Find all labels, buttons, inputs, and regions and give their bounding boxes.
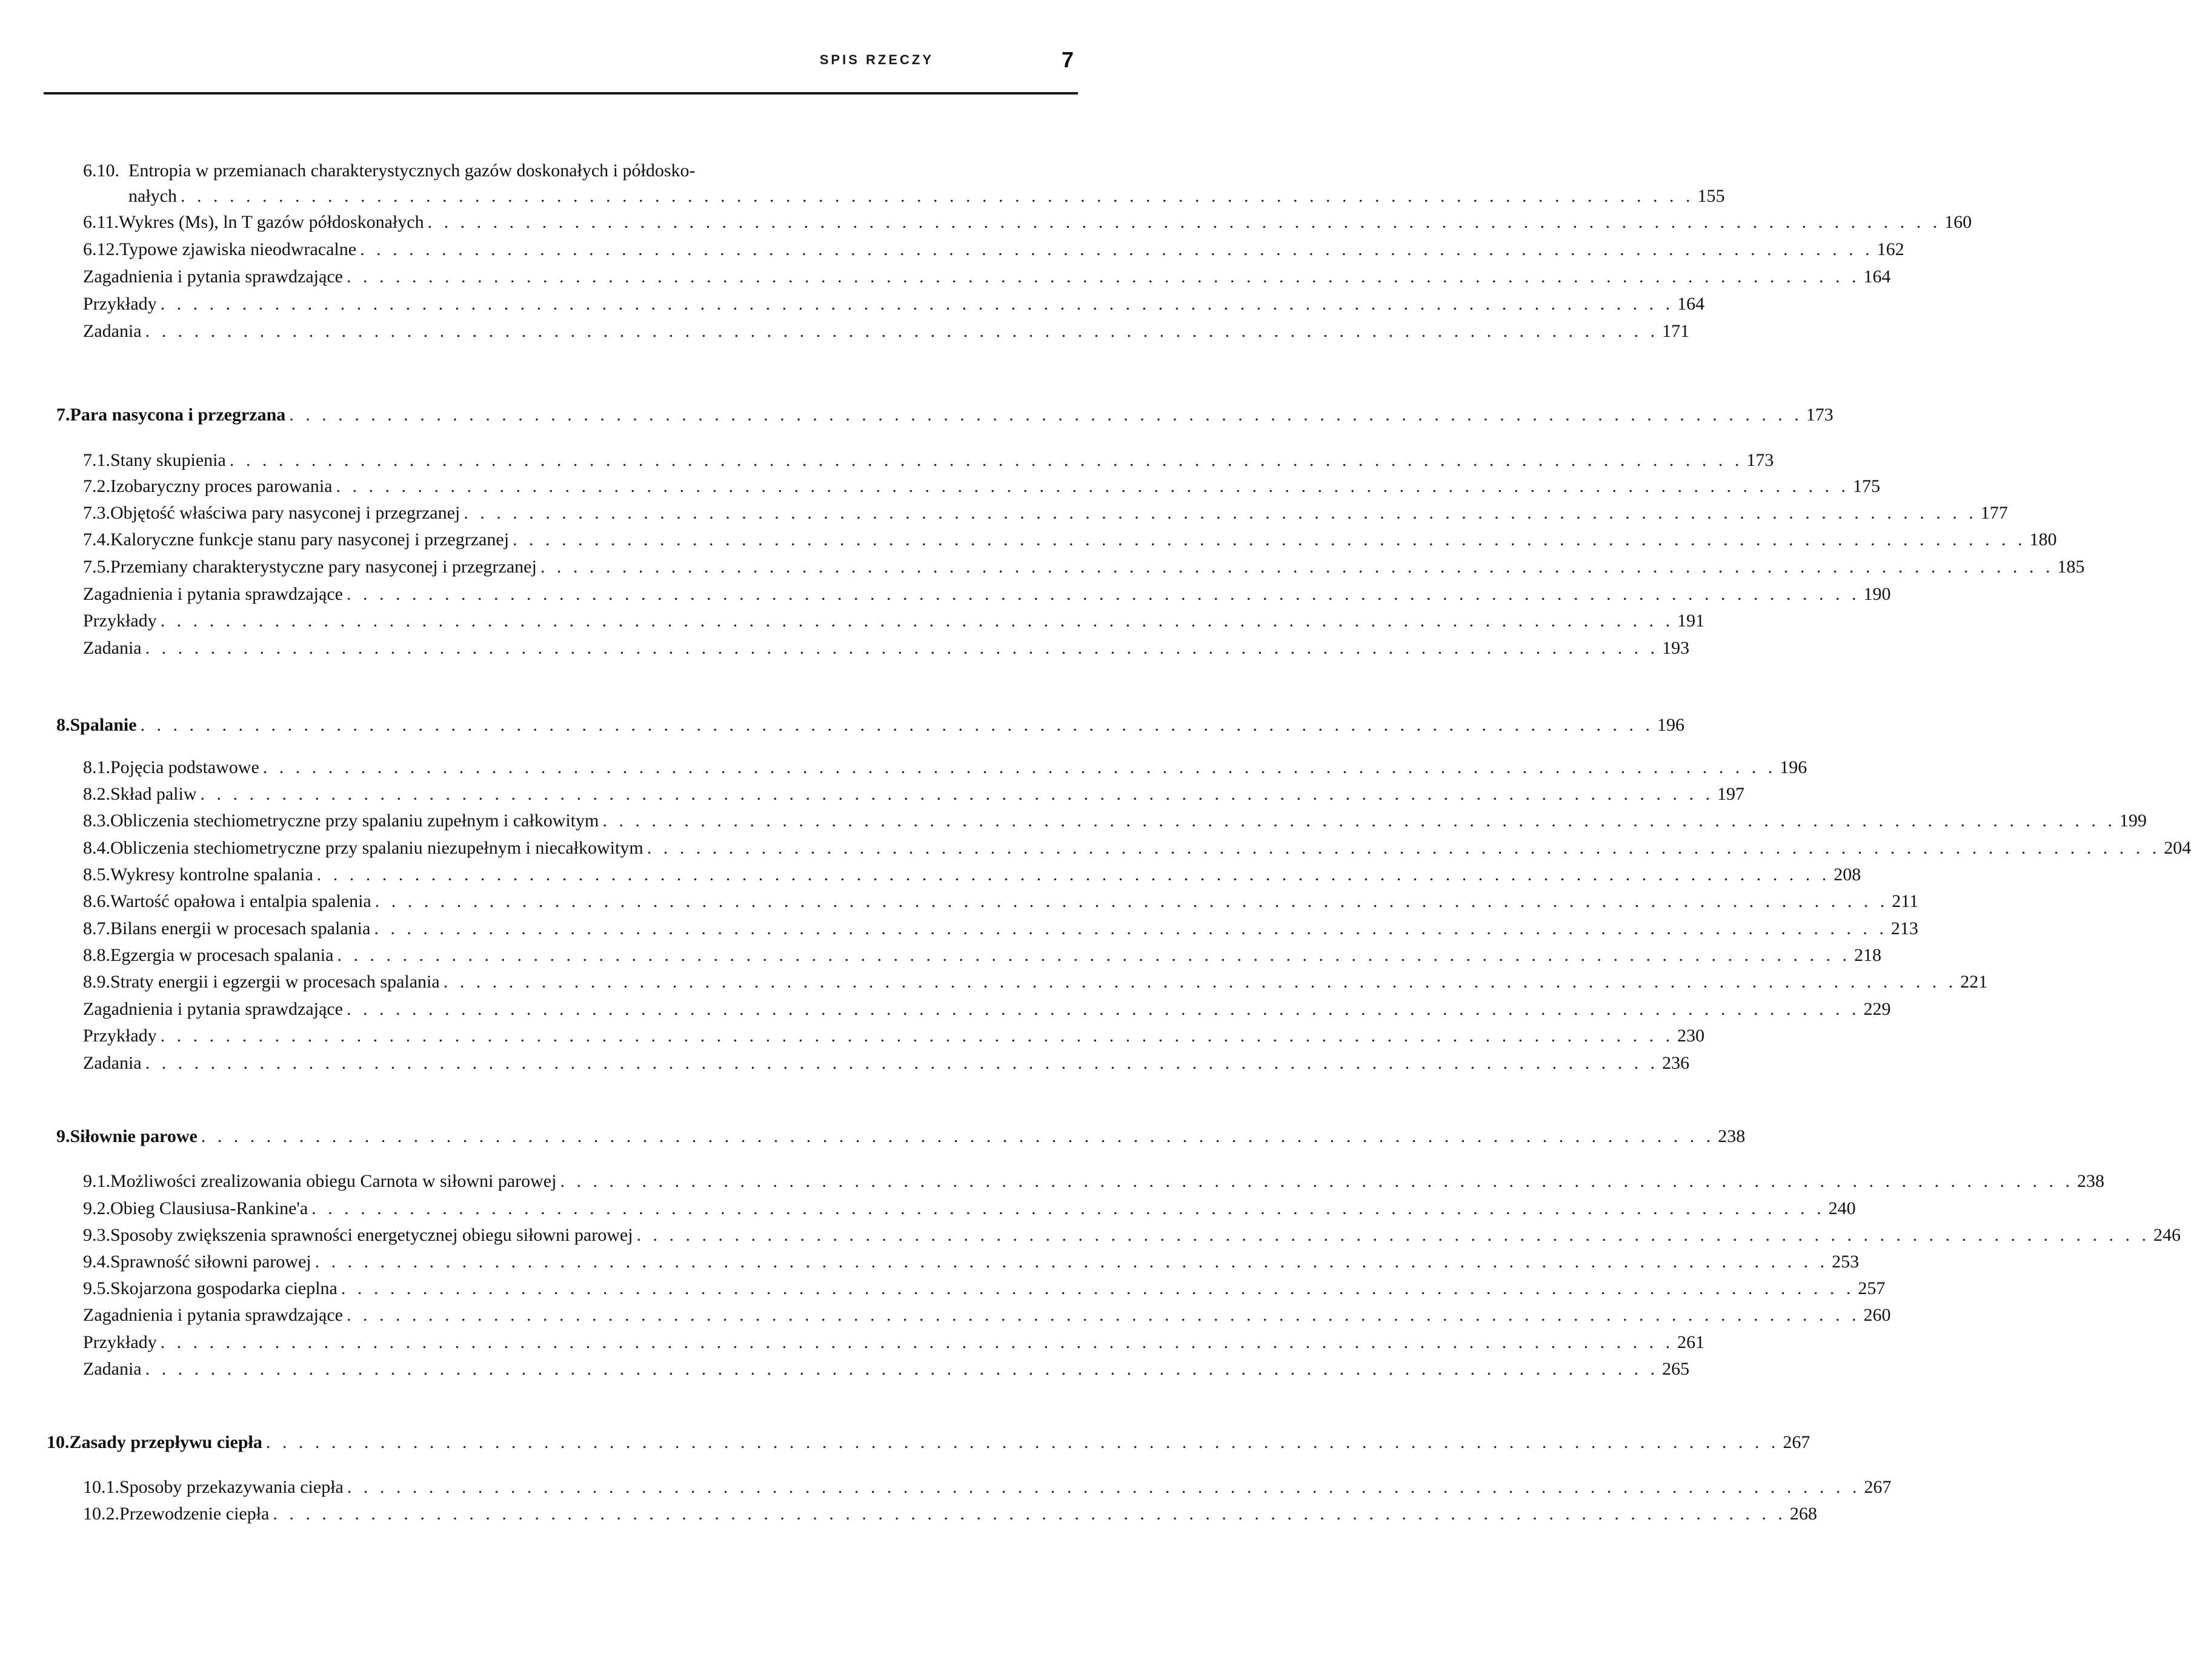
- dot-leader: . . . . . . . . . . . . . . . . . . . . . . . . . . . . . . . . . . . . . . . . . . . . . . . . . . . . . . . . . . . . . . . . . . . . . . . . . . . . . . . . . . . . . . . . . . . . .: [145, 321, 1659, 341]
- toc-entry-number: 8.9.: [83, 972, 110, 992]
- toc-entry-page: 267: [1864, 1477, 1892, 1497]
- dot-leader: . . . . . . . . . . . . . . . . . . . . . . . . . . . . . . . . . . . . . . . . . . . . . . . . . . . . . . . . . . . . . . . . . . . . . . . . . . . . . . . . . . . . . . . . . . . . .: [513, 530, 2026, 549]
- toc-entry-number: 7.1.: [83, 450, 110, 470]
- toc-entry-8-3: [83, 809, 2147, 833]
- dot-leader: . . . . . . . . . . . . . . . . . . . . . . . . . . . . . . . . . . . . . . . . . . . . . . . . . . . . . . . . . . . . . . . . . . . . . . . . . . . . . . . . . . . . . . . . . . . . .: [346, 267, 1860, 287]
- toc-entry-title: Entropia w przemianach charakterystycznych gazów doskonałych i półdosko-: [128, 161, 696, 181]
- toc-entry-page: 218: [1854, 945, 1881, 965]
- toc-entry-7-examples: [83, 609, 1705, 633]
- toc-entry-page: 221: [1960, 972, 1988, 992]
- toc-chapter-title: Para nasycona i przegrzana: [70, 405, 286, 425]
- toc-entry-page: 197: [1717, 784, 1744, 804]
- toc-entry-title: Przykłady: [83, 1332, 157, 1352]
- toc-entry-9-1: [83, 1169, 2104, 1194]
- toc-entry-page: 268: [1789, 1504, 1817, 1524]
- dot-leader: . . . . . . . . . . . . . . . . . . . . . . . . . . . . . . . . . . . . . . . . . . . . . . . . . . . . . . . . . . . . . . . . . . . . . . . . . . . . . . . . . . . . . . . . . . . . .: [346, 1305, 1860, 1325]
- dot-leader: . . . . . . . . . . . . . . . . . . . . . . . . . . . . . . . . . . . . . . . . . . . . . . . . . . . . . . . . . . . . . . . . . . . . . . . . . . . . . . . . . . . . . . . . . . . . .: [160, 1026, 1674, 1046]
- dot-leader: . . . . . . . . . . . . . . . . . . . . . . . . . . . . . . . . . . . . . . . . . . . . . . . . . . . . . . . . . . . . . . . . . . . . . . . . . . . . . . . . . . . . . . . . . . . . .: [374, 918, 1887, 938]
- dot-leader: . . . . . . . . . . . . . . . . . . . . . . . . . . . . . . . . . . . . . . . . . . . . . . . . . . . . . . . . . . . . . . . . . . . . . . . . . . . . . . . . . . . . . . . . . . . . .: [360, 239, 1873, 259]
- toc-entry-10-2: [83, 1502, 1817, 1526]
- toc-entry-6-exercises: [83, 319, 1690, 344]
- toc-entry-page: 164: [1863, 267, 1891, 287]
- toc-entry-number: 8.2.: [83, 784, 110, 804]
- toc-entry-page: 236: [1662, 1053, 1690, 1073]
- dot-leader: . . . . . . . . . . . . . . . . . . . . . . . . . . . . . . . . . . . . . . . . . . . . . . . . . . . . . . . . . . . . . . . . . . . . . . . . . . . . . . . . . . . . . . . . . . . . .: [341, 1278, 1855, 1298]
- toc-chapter-title: Siłownie parowe: [70, 1126, 198, 1146]
- toc-entry-number: 10.2.: [83, 1504, 119, 1524]
- toc-chapter-number: 9.: [56, 1126, 70, 1146]
- dot-leader: . . . . . . . . . . . . . . . . . . . . . . . . . . . . . . . . . . . . . . . . . . . . . . . . . . . . . . . . . . . . . . . . . . . . . . . . . . . . . . . . . . . . . . . . . . . . .: [636, 1225, 2150, 1245]
- dot-leader: . . . . . . . . . . . . . . . . . . . . . . . . . . . . . . . . . . . . . . . . . . . . . . . . . . . . . . . . . . . . . . . . . . . . . . . . . . . . . . . . . . . . . . . . . . . . .: [647, 838, 2161, 858]
- toc-entry-9-2: [83, 1197, 1856, 1221]
- toc-entry-6-10-line1: [83, 159, 849, 183]
- toc-entry-title: Zadania: [83, 321, 142, 341]
- toc-entry-page: 211: [1892, 891, 1919, 911]
- toc-entry-number: 8.1.: [83, 757, 110, 777]
- dot-leader: . . . . . . . . . . . . . . . . . . . . . . . . . . . . . . . . . . . . . . . . . . . . . . . . . . . . . . . . . . . . . . . . . . . . . . . . . . . . . . . . . . . . . . . . . . . . .: [374, 891, 1889, 911]
- dot-leader: . . . . . . . . . . . . . . . . . . . . . . . . . . . . . . . . . . . . . . . . . . . . . . . . . . . . . . . . . . . . . . . . . . . . . . . . . . . . . . . . . . . . . . . . . . . . .: [201, 1126, 1715, 1146]
- toc-entry-title: Straty energii i egzergii w procesach spalania: [110, 972, 440, 992]
- toc-entry-9-examples: [83, 1330, 1705, 1355]
- dot-leader: . . . . . . . . . . . . . . . . . . . . . . . . . . . . . . . . . . . . . . . . . . . . . . . . . . . . . . . . . . . . . . . . . . . . . . . . . . . . . . . . . . . . . . . . . . . . .: [443, 972, 1957, 992]
- toc-entry-page: 173: [1746, 450, 1774, 470]
- toc-entry-title: Przykłady: [83, 294, 157, 314]
- toc-entry-page: 229: [1863, 999, 1891, 1019]
- toc-entry-page: 191: [1677, 611, 1705, 631]
- toc-entry-title: Skojarzona gospodarka cieplna: [110, 1278, 337, 1298]
- toc-entry-page: 257: [1858, 1278, 1886, 1298]
- toc-entry-title: Przewodzenie ciepła: [119, 1504, 270, 1524]
- toc-entry-page: 185: [2057, 557, 2085, 577]
- toc-entry-6-10-line2: [128, 184, 1725, 208]
- dot-leader: . . . . . . . . . . . . . . . . . . . . . . . . . . . . . . . . . . . . . . . . . . . . . . . . . . . . . . . . . . . . . . . . . . . . . . . . . . . . . . . . . . . . . . . . . . . . .: [346, 584, 1860, 604]
- toc-entry-page: 204: [2164, 838, 2191, 858]
- page-number: 7: [1061, 47, 1074, 72]
- toc-entry-number: 7.3.: [83, 503, 110, 523]
- toc-entry-title: Skład paliw: [110, 784, 197, 804]
- toc-entry-title: Możliwości zrealizowania obiegu Carnota w siłowni parowej: [110, 1171, 557, 1191]
- dot-leader: . . . . . . . . . . . . . . . . . . . . . . . . . . . . . . . . . . . . . . . . . . . . . . . . . . . . . . . . . . . . . . . . . . . . . . . . . . . . . . . . . . . . . . . . . . . . .: [289, 405, 1803, 425]
- toc-chapter-number: 8.: [56, 715, 70, 735]
- toc-entry-title: Zadania: [83, 1053, 142, 1073]
- toc-entry-8-9: [83, 970, 1988, 994]
- toc-entry-page: 160: [1944, 212, 1972, 232]
- toc-entry-9-3: [83, 1223, 2181, 1247]
- toc-entry-title: Wykresy kontrolne spalania: [110, 865, 313, 885]
- toc-entry-title: Zadania: [83, 638, 142, 658]
- toc-entry-number: 8.4.: [83, 838, 110, 858]
- toc-entry-title: Obliczenia stechiometryczne przy spalaniu niezupełnym i niecałkowitym: [110, 838, 643, 858]
- dot-leader: . . . . . . . . . . . . . . . . . . . . . . . . . . . . . . . . . . . . . . . . . . . . . . . . . . . . . . . . . . . . . . . . . . . . . . . . . . . . . . . . . . . . . . . . . . . . .: [337, 945, 1850, 965]
- toc-entry-8-6: [83, 889, 1919, 914]
- dot-leader: . . . . . . . . . . . . . . . . . . . . . . . . . . . . . . . . . . . . . . . . . . . . . . . . . . . . . . . . . . . . . . . . . . . . . . . . . . . . . . . . . . . . . . . . . . . . .: [346, 999, 1860, 1019]
- toc-chapter-page: 196: [1657, 715, 1685, 735]
- dot-leader: . . . . . . . . . . . . . . . . . . . . . . . . . . . . . . . . . . . . . . . . . . . . . . . . . . . . . . . . . . . . . . . . . . . . . . . . . . . . . . . . . . . . . . . . . . . . .: [560, 1171, 2073, 1191]
- toc-entry-number: 7.5.: [83, 557, 110, 577]
- toc-chapter-9: [56, 1124, 1746, 1149]
- toc-entry-page: 213: [1890, 918, 1918, 938]
- toc-entry-title: Kaloryczne funkcje stanu pary nasyconej i przegrzanej: [110, 530, 510, 549]
- toc-entry-number: 8.8.: [83, 945, 110, 965]
- toc-entry-7-4: [83, 528, 2057, 552]
- toc-entry-6-11: [83, 210, 1972, 234]
- dot-leader: . . . . . . . . . . . . . . . . . . . . . . . . . . . . . . . . . . . . . . . . . . . . . . . . . . . . . . . . . . . . . . . . . . . . . . . . . . . . . . . . . . . . . . . . . . . . .: [140, 715, 1654, 735]
- toc-entry-7-questions: [83, 582, 1891, 606]
- toc-entry-7-5: [83, 555, 2085, 579]
- toc-entry-page: 175: [1852, 476, 1880, 496]
- dot-leader: . . . . . . . . . . . . . . . . . . . . . . . . . . . . . . . . . . . . . . . . . . . . . . . . . . . . . . . . . . . . . . . . . . . . . . . . . . . . . . . . . . . . . . . . . . . . .: [464, 503, 1977, 523]
- toc-entry-title: Pojęcia podstawowe: [110, 757, 259, 777]
- toc-entry-page: 193: [1662, 638, 1690, 658]
- toc-entry-title: Sposoby zwiększenia sprawności energetycznej obiegu siłowni parowej: [110, 1225, 633, 1245]
- toc-entry-title: Sposoby przekazywania ciepła: [119, 1477, 344, 1497]
- toc-entry-number: 7.4.: [83, 530, 110, 549]
- toc-entry-title: nałych: [128, 186, 177, 206]
- toc-chapter-page: 173: [1806, 405, 1834, 425]
- toc-entry-number: 8.6.: [83, 891, 110, 911]
- dot-leader: . . . . . . . . . . . . . . . . . . . . . . . . . . . . . . . . . . . . . . . . . . . . . . . . . . . . . . . . . . . . . . . . . . . . . . . . . . . . . . . . . . . . . . . . . . . . .: [145, 1359, 1659, 1379]
- toc-entry-number: 9.2.: [83, 1198, 110, 1218]
- toc-chapter-title: Spalanie: [70, 715, 137, 735]
- dot-leader: . . . . . . . . . . . . . . . . . . . . . . . . . . . . . . . . . . . . . . . . . . . . . . . . . . . . . . . . . . . . . . . . . . . . . . . . . . . . . . . . . . . . . . . . . . . . .: [347, 1477, 1861, 1497]
- toc-entry-title: Zagadnienia i pytania sprawdzające: [83, 1305, 343, 1325]
- toc-entry-9-exercises: [83, 1357, 1690, 1381]
- toc-entry-8-questions: [83, 997, 1891, 1021]
- toc-entry-title: Bilans energii w procesach spalania: [110, 918, 371, 938]
- toc-entry-title: Przykłady: [83, 1026, 157, 1046]
- toc-entry-number: 8.7.: [83, 918, 110, 938]
- toc-entry-page: 180: [2029, 530, 2057, 549]
- toc-entry-title: Przykłady: [83, 611, 157, 631]
- toc-entry-10-1: [83, 1475, 1892, 1499]
- toc-entry-8-2: [83, 782, 1744, 806]
- toc-entry-page: 230: [1677, 1026, 1705, 1046]
- toc-entry-title: Zadania: [83, 1359, 142, 1379]
- toc-entry-number: 9.3.: [83, 1225, 110, 1245]
- toc-entry-page: 162: [1877, 239, 1904, 259]
- toc-entry-8-8: [83, 943, 1881, 968]
- toc-entry-page: 155: [1697, 186, 1725, 206]
- dot-leader: . . . . . . . . . . . . . . . . . . . . . . . . . . . . . . . . . . . . . . . . . . . . . . . . . . . . . . . . . . . . . . . . . . . . . . . . . . . . . . . . . . . . . . . . . . . . .: [265, 1432, 1780, 1452]
- toc-entry-title: Sprawność siłowni parowej: [110, 1252, 311, 1272]
- toc-entry-title: Objętość właściwa pary nasyconej i przegrzanej: [110, 503, 460, 523]
- toc-entry-page: 208: [1834, 865, 1861, 885]
- toc-entry-number: 9.1.: [83, 1171, 110, 1191]
- toc-entry-number: 6.10.: [83, 161, 119, 181]
- toc-entry-7-exercises: [83, 636, 1690, 660]
- toc-entry-page: 240: [1828, 1198, 1856, 1218]
- toc-chapter-number: 10.: [47, 1432, 70, 1452]
- toc-entry-page: 177: [1980, 503, 2008, 523]
- toc-chapter-title: Zasady przepływu ciepła: [69, 1432, 262, 1452]
- toc-chapter-page: 238: [1718, 1126, 1746, 1146]
- toc-entry-9-questions: [83, 1303, 1891, 1327]
- toc-entry-page: 199: [2119, 811, 2147, 831]
- toc-chapter-10: [47, 1430, 1810, 1455]
- toc-entry-7-3: [83, 501, 2008, 525]
- dot-leader: . . . . . . . . . . . . . . . . . . . . . . . . . . . . . . . . . . . . . . . . . . . . . . . . . . . . . . . . . . . . . . . . . . . . . . . . . . . . . . . . . . . . . . . . . . . . .: [160, 294, 1674, 314]
- toc-entry-title: Zagadnienia i pytania sprawdzające: [83, 999, 343, 1019]
- toc-entry-8-5: [83, 863, 1861, 887]
- toc-entry-6-12: [83, 237, 1904, 262]
- toc-entry-title: Wartość opałowa i entalpia spalenia: [110, 891, 371, 911]
- toc-entry-page: 171: [1662, 321, 1690, 341]
- toc-entry-title: Obliczenia stechiometryczne przy spalaniu zupełnym i całkowitym: [110, 811, 599, 831]
- dot-leader: . . . . . . . . . . . . . . . . . . . . . . . . . . . . . . . . . . . . . . . . . . . . . . . . . . . . . . . . . . . . . . . . . . . . . . . . . . . . . . . . . . . . . . . . . . . . .: [160, 1332, 1674, 1352]
- toc-entry-9-4: [83, 1250, 1860, 1274]
- toc-entry-page: 246: [2153, 1225, 2181, 1245]
- toc-entry-page: 190: [1863, 584, 1891, 604]
- toc-entry-8-1: [83, 755, 1807, 780]
- dot-leader: . . . . . . . . . . . . . . . . . . . . . . . . . . . . . . . . . . . . . . . . . . . . . . . . . . . . . . . . . . . . . . . . . . . . . . . . . . . . . . . . . . . . . . . . . . . . .: [273, 1504, 1786, 1524]
- dot-leader: . . . . . . . . . . . . . . . . . . . . . . . . . . . . . . . . . . . . . . . . . . . . . . . . . . . . . . . . . . . . . . . . . . . . . . . . . . . . . . . . . . . . . . . . . . . . .: [540, 557, 2054, 577]
- dot-leader: . . . . . . . . . . . . . . . . . . . . . . . . . . . . . . . . . . . . . . . . . . . . . . . . . . . . . . . . . . . . . . . . . . . . . . . . . . . . . . . . . . . . . . . . . . . . .: [180, 186, 1694, 206]
- dot-leader: . . . . . . . . . . . . . . . . . . . . . . . . . . . . . . . . . . . . . . . . . . . . . . . . . . . . . . . . . . . . . . . . . . . . . . . . . . . . . . . . . . . . . . . . . . . . .: [262, 757, 1777, 777]
- dot-leader: . . . . . . . . . . . . . . . . . . . . . . . . . . . . . . . . . . . . . . . . . . . . . . . . . . . . . . . . . . . . . . . . . . . . . . . . . . . . . . . . . . . . . . . . . . . . .: [602, 811, 2116, 831]
- dot-leader: . . . . . . . . . . . . . . . . . . . . . . . . . . . . . . . . . . . . . . . . . . . . . . . . . . . . . . . . . . . . . . . . . . . . . . . . . . . . . . . . . . . . . . . . . . . . .: [145, 638, 1659, 658]
- toc-chapter-7: [56, 403, 1834, 427]
- toc-entry-number: 9.5.: [83, 1278, 110, 1298]
- dot-leader: . . . . . . . . . . . . . . . . . . . . . . . . . . . . . . . . . . . . . . . . . . . . . . . . . . . . . . . . . . . . . . . . . . . . . . . . . . . . . . . . . . . . . . . . . . . . .: [316, 865, 1830, 885]
- dot-leader: . . . . . . . . . . . . . . . . . . . . . . . . . . . . . . . . . . . . . . . . . . . . . . . . . . . . . . . . . . . . . . . . . . . . . . . . . . . . . . . . . . . . . . . . . . . . .: [145, 1053, 1659, 1073]
- toc-entry-7-2: [83, 474, 1880, 499]
- dot-leader: . . . . . . . . . . . . . . . . . . . . . . . . . . . . . . . . . . . . . . . . . . . . . . . . . . . . . . . . . . . . . . . . . . . . . . . . . . . . . . . . . . . . . . . . . . . . .: [311, 1198, 1825, 1218]
- toc-entry-page: 164: [1677, 294, 1705, 314]
- toc-entry-title: Typowe zjawiska nieodwracalne: [119, 239, 357, 259]
- toc-entry-title: Izobaryczny proces parowania: [110, 476, 333, 496]
- running-head: SPIS RZECZY: [819, 52, 934, 67]
- dot-leader: . . . . . . . . . . . . . . . . . . . . . . . . . . . . . . . . . . . . . . . . . . . . . . . . . . . . . . . . . . . . . . . . . . . . . . . . . . . . . . . . . . . . . . . . . . . . .: [314, 1252, 1829, 1272]
- toc-entry-title: Zagadnienia i pytania sprawdzające: [83, 267, 343, 287]
- toc-entry-title: Obieg Clausiusa-Rankine'a: [110, 1198, 308, 1218]
- dot-leader: . . . . . . . . . . . . . . . . . . . . . . . . . . . . . . . . . . . . . . . . . . . . . . . . . . . . . . . . . . . . . . . . . . . . . . . . . . . . . . . . . . . . . . . . . . . . .: [336, 476, 1849, 496]
- dot-leader: . . . . . . . . . . . . . . . . . . . . . . . . . . . . . . . . . . . . . . . . . . . . . . . . . . . . . . . . . . . . . . . . . . . . . . . . . . . . . . . . . . . . . . . . . . . . .: [200, 784, 1714, 804]
- toc-entry-page: 261: [1677, 1332, 1705, 1352]
- toc-entry-8-examples: [83, 1024, 1705, 1048]
- toc-entry-page: 253: [1832, 1252, 1860, 1272]
- toc-chapter-number: 7.: [56, 405, 70, 425]
- toc-entry-8-exercises: [83, 1051, 1690, 1075]
- toc-chapter-page: 267: [1783, 1432, 1810, 1452]
- toc-entry-number: 7.2.: [83, 476, 110, 496]
- toc-entry-number: 8.3.: [83, 811, 110, 831]
- toc-entry-title: Egzergia w procesach spalania: [110, 945, 334, 965]
- toc-entry-7-1: [83, 448, 1774, 473]
- toc-entry-title: Zagadnienia i pytania sprawdzające: [83, 584, 343, 604]
- toc-entry-6-examples: [83, 292, 1705, 316]
- toc-entry-number: 8.5.: [83, 865, 110, 885]
- toc-entry-page: 265: [1662, 1359, 1690, 1379]
- dot-leader: . . . . . . . . . . . . . . . . . . . . . . . . . . . . . . . . . . . . . . . . . . . . . . . . . . . . . . . . . . . . . . . . . . . . . . . . . . . . . . . . . . . . . . . . . . . . .: [160, 611, 1674, 631]
- toc-entry-number: 6.12.: [83, 239, 119, 259]
- dot-leader: . . . . . . . . . . . . . . . . . . . . . . . . . . . . . . . . . . . . . . . . . . . . . . . . . . . . . . . . . . . . . . . . . . . . . . . . . . . . . . . . . . . . . . . . . . . . .: [229, 450, 1743, 470]
- toc-entry-number: 6.11.: [83, 212, 119, 232]
- toc-entry-title: Stany skupienia: [110, 450, 226, 470]
- toc-entry-9-5: [83, 1277, 1886, 1301]
- toc-entry-page: 260: [1863, 1305, 1891, 1325]
- toc-entry-6-questions: [83, 265, 1891, 289]
- toc-chapter-8: [56, 713, 1685, 737]
- toc-entry-page: 238: [2076, 1171, 2104, 1191]
- toc-entry-title: Wykres (Ms), ln T gazów półdoskonałych: [118, 212, 424, 232]
- dot-leader: . . . . . . . . . . . . . . . . . . . . . . . . . . . . . . . . . . . . . . . . . . . . . . . . . . . . . . . . . . . . . . . . . . . . . . . . . . . . . . . . . . . . . . . . . . . . .: [427, 212, 1941, 232]
- toc-entry-page: 196: [1780, 757, 1807, 777]
- toc-entry-number: 10.1.: [83, 1477, 119, 1497]
- toc-entry-8-4: [83, 836, 2191, 860]
- toc-entry-title: Przemiany charakterystyczne pary nasyconej i przegrzanej: [110, 557, 537, 577]
- toc-entry-number: 9.4.: [83, 1252, 110, 1272]
- toc-entry-8-7: [83, 917, 1918, 941]
